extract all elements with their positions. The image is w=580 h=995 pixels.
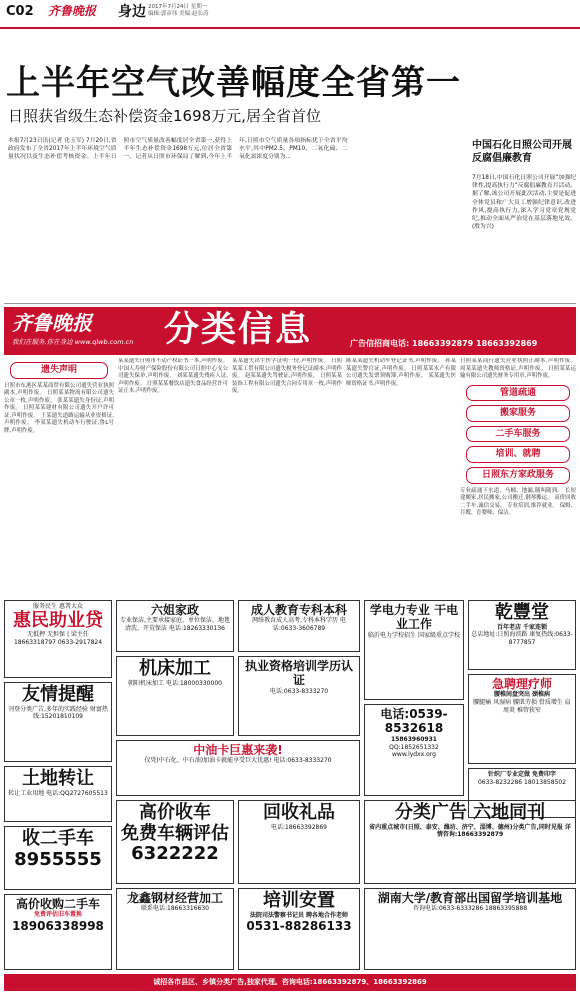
ad-text: 省内重点城市(日照、泰安、潍坊、济宁、淄博、德州)分类广告,同时见报 详情咨询:18663392879 xyxy=(369,823,571,839)
classified-column-2 xyxy=(118,358,228,598)
classified-text: 陈某某遗失机动车登记证书,声明作废。 孙某某遗失警官证,声明作废。 日照某某水产有限公司遗失发票领购簿,声明作废。 某某遗失医师资格证书,声明作废。 xyxy=(346,358,456,387)
ad-text: 刊登分类广告,多年的实践经验 财富热线:15201810109 xyxy=(8,705,108,721)
editors: 编辑:郭彦伟 美编:赵长涛 xyxy=(148,11,209,18)
ad-highlight: 免费车辆评估 xyxy=(121,822,229,844)
classifieds-columns xyxy=(4,358,576,598)
footer-banner: 诚招各市县区、乡镇分类广告,独家代理。咨询电话:18663392879、18663392869 xyxy=(4,974,576,991)
category-heading: 搬家服务 xyxy=(466,405,570,422)
ad-box xyxy=(238,600,360,652)
display-ads xyxy=(4,600,576,972)
ad-highlight: 腰椎间盘突出 颈椎病 xyxy=(493,691,551,699)
ad-text: 0633-8232286 18013858502 xyxy=(477,778,567,786)
ad-highlight: 免费评估旧车置换 xyxy=(33,911,82,919)
ad-text: 电话:0633-8333270 xyxy=(269,687,329,695)
ad-text: 咨询电话:0633-6333286 18863395888 xyxy=(412,905,528,913)
classified-column-4 xyxy=(346,358,456,598)
classified-text: 某某遗失日照市不动产权证书一本,声明作废。 中国人寿财产保险股份有限公司日照中心支公司遗失保单,声明作废。 刘某某遗失残疾人证,声明作废。 日照某某餐饮店遗失食品经营许可证正本,声明作废。 xyxy=(118,358,228,395)
ad-text: 6322222 xyxy=(131,843,219,865)
ad-box xyxy=(468,600,576,670)
ad-text: 朝阳机床加工 电话:18000330000 xyxy=(128,679,222,687)
ad-heading: 分类广告 六地同刊 xyxy=(394,802,546,823)
subheadline: 日照获省级生态补偿资金1698万元,居全省首位 xyxy=(8,107,321,125)
classifieds-banner xyxy=(4,307,576,355)
side-article-title: 中国石化日照公司开展反腐倡廉教育 xyxy=(472,140,572,164)
ad-heading: 电话:0539-8532618 xyxy=(380,707,448,736)
ad-box xyxy=(116,740,360,796)
ad-highlight: 法院司法警察书记员 聘各地合作老师 xyxy=(249,911,349,919)
ad-heading: 回收礼品 xyxy=(263,802,335,823)
ad-heading: 收二手车 xyxy=(22,828,94,849)
ad-box xyxy=(238,800,360,884)
ad-text: 总店地址:日照海滨路 康复热线:0633-8777857 xyxy=(471,631,573,647)
ad-text: 网络教育成人高考,专科本科学历 电话:0633-3606789 xyxy=(252,617,346,633)
ad-highlight: 15863960931 xyxy=(391,735,437,743)
header-logo: 齐鲁晚报 xyxy=(48,4,97,18)
classified-text: 日照某某商行遗失营业执照正副本,声明作废。 周某某遗失教师资格证,声明作废。 日照某某运输有限公司遗失财务专用章,声明作废。 xyxy=(460,358,576,380)
banner-title: 分类信息 xyxy=(164,310,313,350)
side-article-text: 7月18日,中国石化日照公司开展“加强纪律性,提高执行力”反腐倡廉教育月活动。据了解,该公司开展此次活动,主要是促进全体党员和广大员工增强纪律意识,改进作风,提高执行力,深入学习党章党规党纪,推动全面从严治党在基层落地见效。 xyxy=(472,175,576,223)
classified-text: 某某遗失出生医学证明一份,声明作废。 日照某某工贸有限公司遗失税务登记证副本,声明作废。 赵某某遗失驾驶证,声明作废。 日照某某装饰工程有限公司遗失合同专用章一枚,声明作废。 xyxy=(232,358,342,395)
ad-text: 无抵押 无担保 | 梁主任 18663318797 0633-2917824 xyxy=(13,631,103,647)
category-heading: 培训、就聘 xyxy=(466,446,570,463)
ad-heading: 急聘理疗师 xyxy=(491,677,552,691)
classified-column-1 xyxy=(4,358,114,598)
ad-box xyxy=(238,656,360,736)
section-title: 身边 xyxy=(118,4,146,20)
ad-box xyxy=(116,600,234,652)
ad-box xyxy=(4,766,112,822)
ad-text: 电话:18663392869 xyxy=(270,823,327,831)
ad-box xyxy=(364,600,464,700)
ad-heading: 湖南大学/教育部出国留学培训基地 xyxy=(377,891,563,905)
ad-box xyxy=(4,826,112,890)
ad-text: 0531-88286133 xyxy=(246,919,352,934)
category-heading: 二手车服务 xyxy=(466,426,570,443)
side-article-body xyxy=(472,174,576,298)
ad-text: 18906338998 xyxy=(12,919,104,934)
category-heading: 管道疏通 xyxy=(466,385,570,402)
ad-heading: 乾豐堂 xyxy=(495,602,549,623)
category-heading: 日照东方家政服务 xyxy=(466,467,570,484)
header-rule xyxy=(0,27,580,29)
ad-box xyxy=(364,704,464,796)
ad-heading: 机床加工 xyxy=(139,658,211,679)
ad-text: QQ:1852651332 www.lydxx.org xyxy=(389,743,439,759)
ad-highlight: 百年老店 千家连锁 xyxy=(496,623,548,631)
ad-heading: 高价收购二手车 xyxy=(15,897,100,911)
ad-box xyxy=(4,894,112,970)
ad-text: 仅凭(中石化、中石油)加油卡就能享受巨大优惠! 电话:0633-8333270 xyxy=(144,757,332,765)
banner-logo: 齐鲁晚报 xyxy=(12,311,92,335)
page-number: C02 xyxy=(6,4,34,19)
column-heading: 遗失声明 xyxy=(10,362,108,379)
hotline-phone-2: 18663392869 xyxy=(476,339,538,348)
ad-heading: 针织厂专业定做 免费印字 xyxy=(487,771,557,778)
ad-heading: 成人教育专科本科 xyxy=(250,603,347,617)
ad-box xyxy=(238,888,360,970)
ad-box xyxy=(116,888,234,970)
ad-text: 专业保洁,主要承接家庭、单位保洁、地毯清洗、开荒保洁 电话:18263330136 xyxy=(120,617,230,633)
banner-hotline xyxy=(350,339,537,349)
ad-heading: 服务民生 惠普大众 xyxy=(33,603,83,610)
classified-column-5 xyxy=(460,358,576,598)
header-date xyxy=(148,4,208,18)
article-body: 本报7月23日讯(记者 化玉军) 7月20日,省政府发布了全省2017年上半年环境空气质量状况以及生态补偿考核资金。上半年日照市空气质量改善幅度居全省第一,获得上半年生态补偿资金1698万元,位居全省第一。记者从日照市环保局了解到,今年上半年,日照市空气质量各项指标优于全省平均水平,其中PM2.5、PM10、二氧化硫、二氧化氮浓度分别为... xyxy=(8,138,348,161)
side-article-author: (殷为兴) xyxy=(472,224,494,231)
ad-heading: 执业资格培训学历认证 xyxy=(244,659,353,688)
classified-text: 专业疏通下水道、马桶、地漏,随叫随到。 长短途搬家,居民搬家,公司搬迁,钢琴搬运。 高价回收二手车,诚信交易。 专业培训,推荐就业。 保姆、月嫂、育婴师、保洁。 xyxy=(460,487,576,517)
ad-text: 临沂电力学校招生 国家级重点学校 xyxy=(368,631,460,639)
divider xyxy=(4,303,576,304)
ad-heading: 培训安置 xyxy=(263,890,335,911)
ad-box xyxy=(364,800,576,884)
ad-heading: 土地转让 xyxy=(22,768,94,789)
hotline-phone-1: 18663392879 xyxy=(412,339,474,348)
ad-text: 腰腿痛 风湿病 腰肌劳损 骨质增生 肩周炎 椎管狭窄 xyxy=(473,699,571,714)
ad-heading: 高价收车 xyxy=(139,802,211,823)
ad-heading: 友情提醒 xyxy=(22,684,94,705)
ad-heading: 学电力专业 干电业工作 xyxy=(369,603,459,632)
classified-text: 日照市东港区某某商贸有限公司遗失营业执照副本,声明作废。 日照某某物流有限公司遗失公章一枚,声明作废。 张某某遗失身份证,声明作废。 日照某某建材有限公司遗失开户许可证,声明作废。 王某遗失道路运输从业资格证,声明作废。 李某某遗失机动车行驶证,鲁L号牌,声明作废。 xyxy=(4,382,114,434)
ad-box xyxy=(116,800,234,884)
ad-text: 联系电话:18663316630 xyxy=(140,905,209,913)
issue-date: 2017年7月24日 星期一 xyxy=(148,4,208,10)
ad-heading: 中油卡巨惠来袭! xyxy=(193,743,283,757)
headline: 上半年空气改善幅度全省第一 xyxy=(6,63,461,103)
ad-heading: 龙鑫钢材经营加工 xyxy=(126,891,223,905)
ad-box xyxy=(4,682,112,762)
ad-box xyxy=(4,600,112,678)
ad-heading: 六姐家政 xyxy=(150,603,199,617)
ad-highlight: 惠民助业贷 xyxy=(13,609,103,631)
banner-slogan: 我们在服务,你在身边 www.qlwb.com.cn xyxy=(12,338,134,346)
ad-highlight: 8955555 xyxy=(14,848,102,870)
hotline-label: 广告信招商电话: xyxy=(350,339,410,348)
ad-text: 转让工业用地 电话:QQ2727605513 xyxy=(8,789,108,797)
ad-box xyxy=(364,888,576,970)
ad-box xyxy=(116,656,234,736)
classified-column-3 xyxy=(232,358,342,598)
ad-box xyxy=(468,674,576,764)
